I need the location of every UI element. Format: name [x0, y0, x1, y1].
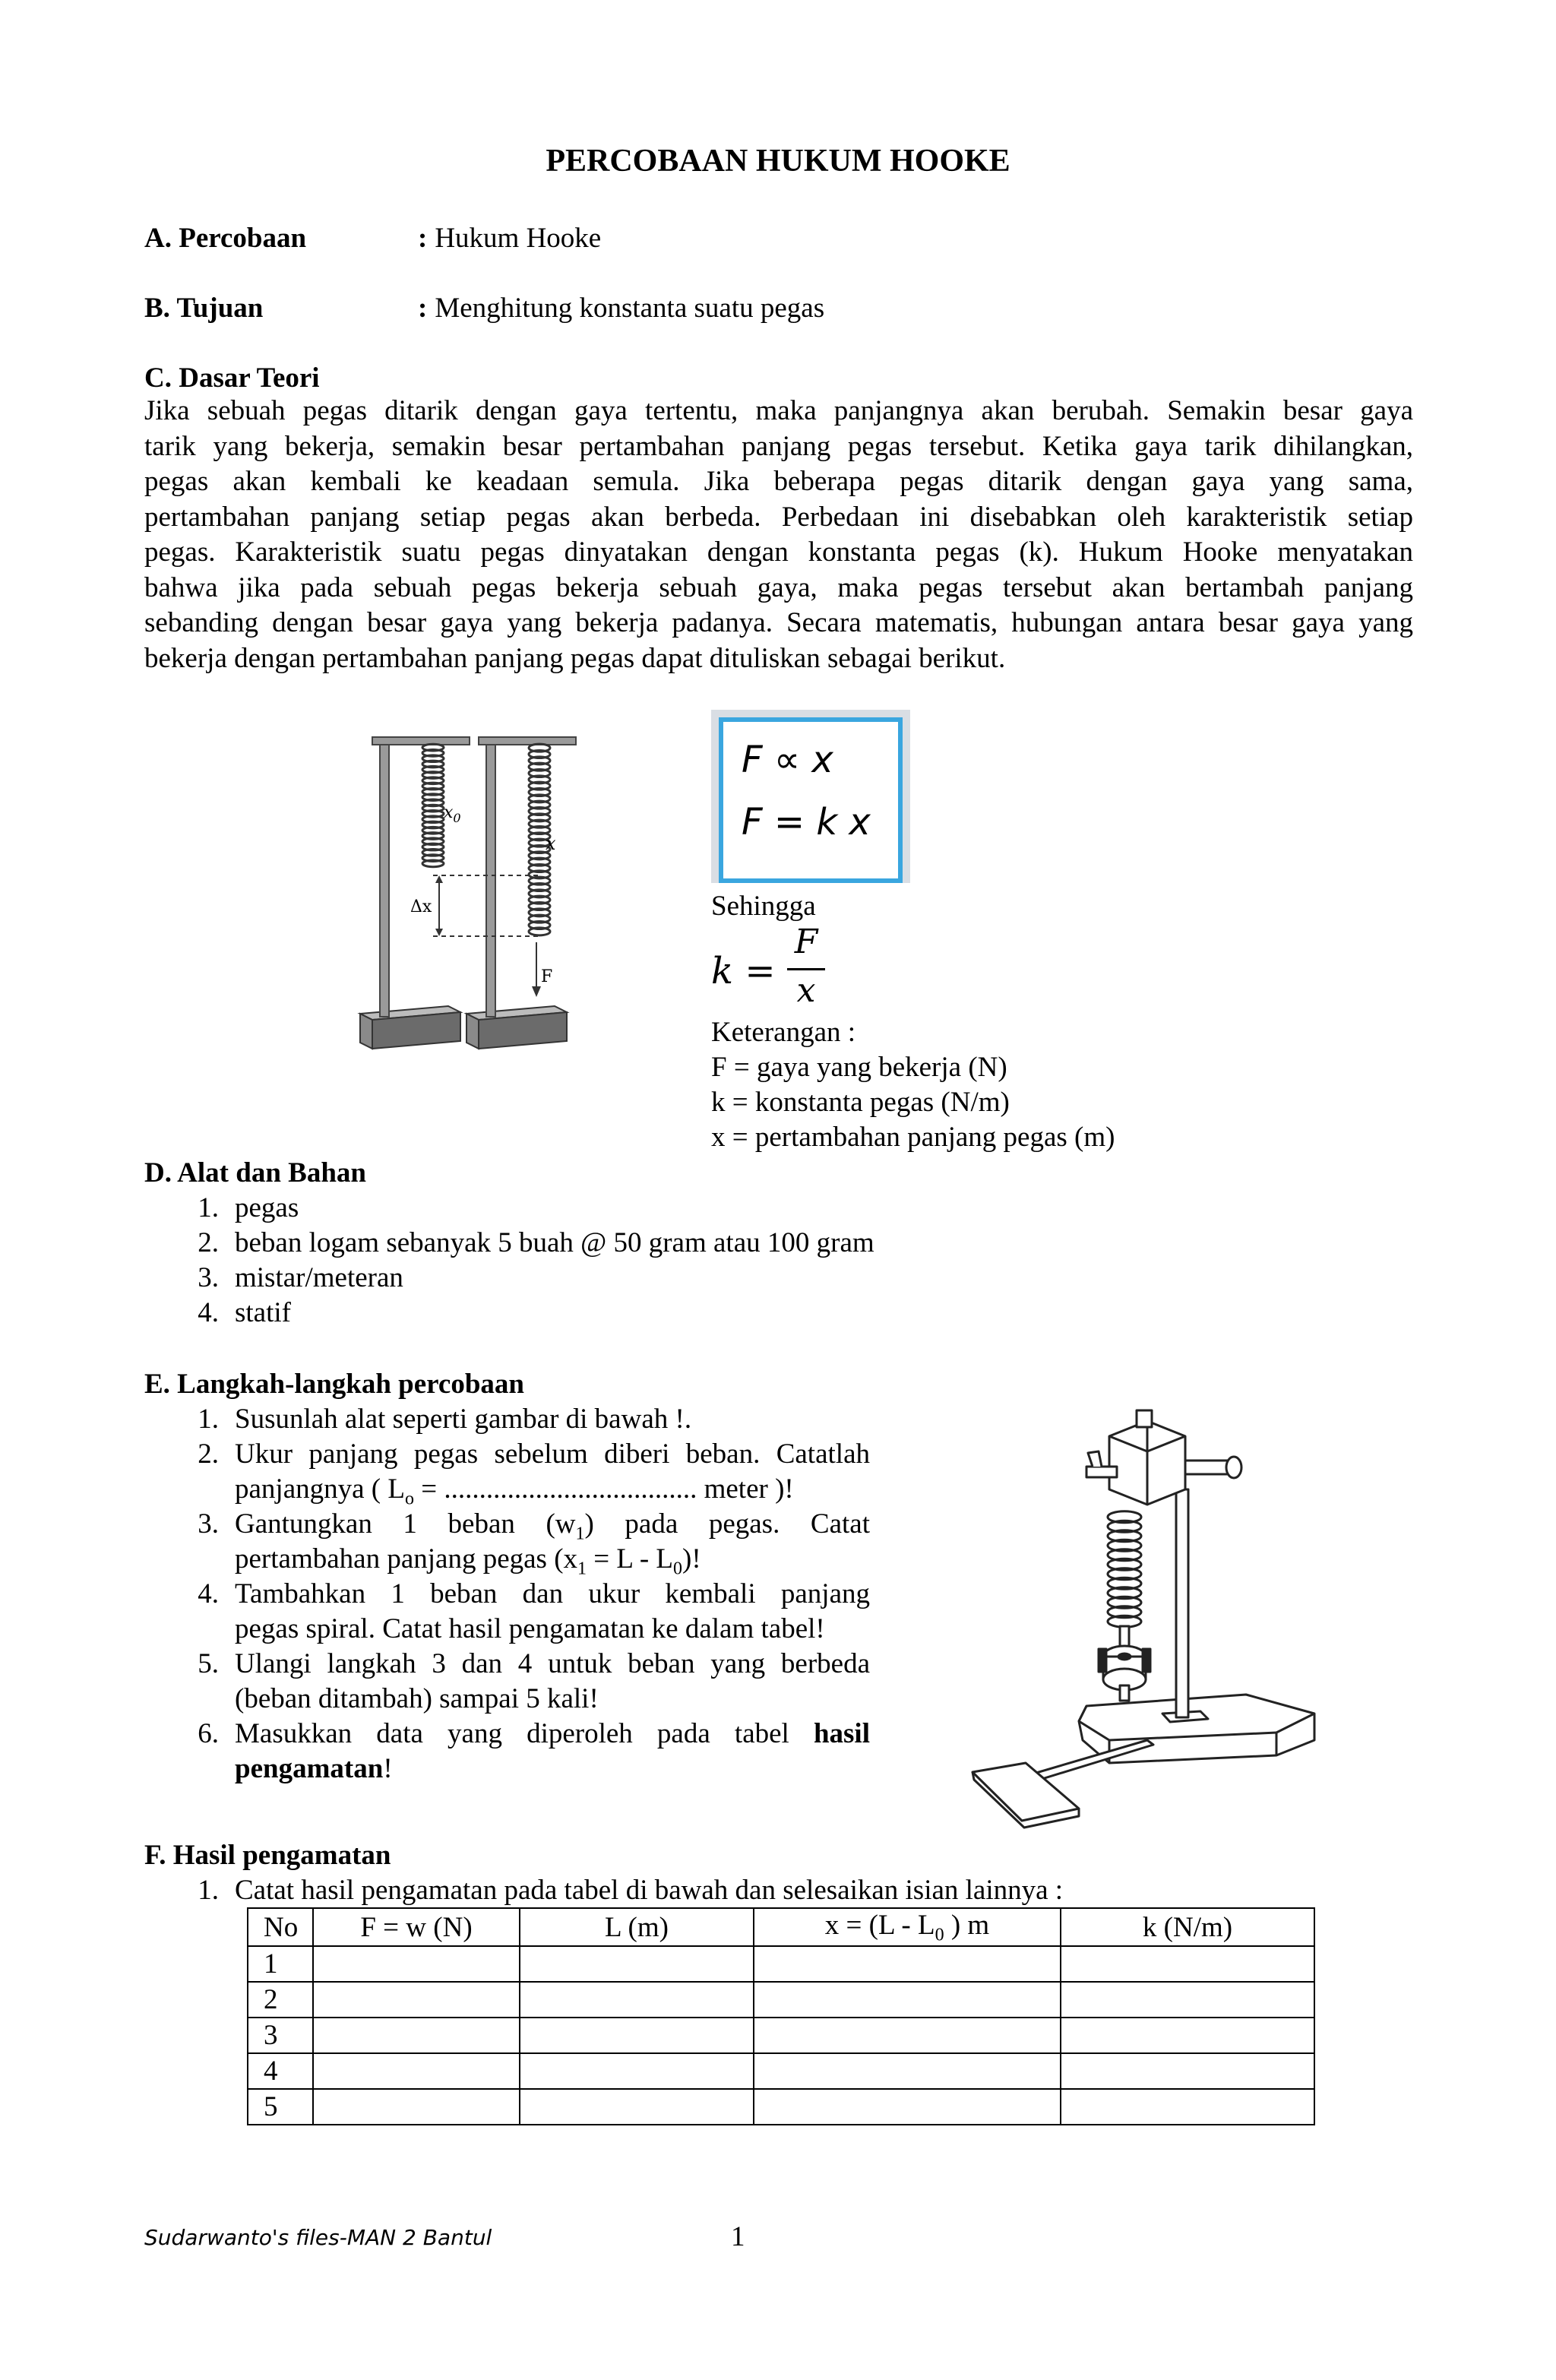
table-cell[interactable]: [520, 1946, 754, 1982]
page-number: 1: [731, 2221, 745, 2252]
step-number: 1.: [198, 1404, 219, 1435]
keterangan-label: Keterangan :: [711, 1017, 856, 1048]
row-number: 5: [248, 2089, 313, 2125]
step-text: pengamatan!: [235, 1753, 393, 1784]
table-header-row: [248, 1908, 1314, 1946]
header-force: F = w (N): [313, 1908, 520, 1946]
table-cell[interactable]: [520, 2053, 754, 2089]
table-cell[interactable]: [1061, 2089, 1314, 2125]
list-number: 1.: [198, 1875, 219, 1906]
step-line: [235, 1508, 870, 1544]
section-b-label: B. Tujuan: [144, 293, 264, 324]
k-lhs: k =: [711, 950, 776, 992]
observation-table: [247, 1907, 1315, 2125]
label-f: F: [541, 967, 553, 986]
step-text: Masukkan data yang diperoleh pada tabel hasil: [235, 1718, 870, 1749]
list-item: beban logam sebanyak 5 buah @ 50 gram atau 100 gram: [235, 1227, 874, 1258]
note-x: x = pertambahan panjang pegas (m): [711, 1122, 1115, 1153]
results-instruction: [190, 1874, 1254, 1909]
table-cell[interactable]: [754, 1982, 1061, 2018]
table-row: [248, 2053, 1314, 2089]
step-line: [235, 1473, 794, 1509]
spring-coil: [422, 860, 444, 867]
step-number: 4.: [198, 1578, 219, 1609]
table-cell[interactable]: [1061, 1946, 1314, 1982]
list-item: Catat hasil pengamatan pada tabel di bawah dan selesaikan isian lainnya :: [235, 1875, 1064, 1906]
row-number: 4: [248, 2053, 313, 2089]
table-cell[interactable]: [313, 1946, 520, 1982]
k-formula: [711, 923, 863, 1020]
list-number: 2.: [198, 1227, 219, 1258]
list-item: pegas: [235, 1192, 299, 1223]
step-line: Ukur panjang pegas sebelum diberi beban. Catatlah: [235, 1438, 870, 1470]
table-cell[interactable]: [754, 2018, 1061, 2053]
list-number: 4.: [198, 1297, 219, 1328]
table-cell[interactable]: [313, 2018, 520, 2053]
table-cell[interactable]: [754, 2053, 1061, 2089]
header-extension: $x = (L - L_0$ ) m: [754, 1908, 1061, 1946]
section-e-heading: E. Langkah-langkah percobaan: [144, 1369, 525, 1400]
note-k: k = konstanta pegas (N/m): [711, 1087, 1010, 1118]
formula-proportional: F ∝ x: [742, 739, 833, 781]
table-row: [248, 1982, 1314, 2018]
table-cell[interactable]: [313, 2089, 520, 2125]
step-line: Susunlah alat seperti gambar di bawah !.: [235, 1404, 692, 1435]
theory-line: pertambahan panjang setiap pegas akan berbeda. Perbedaan ini disebabkan oleh karakteristik setiap: [144, 501, 1413, 533]
list-item: mistar/meteran: [235, 1262, 403, 1293]
step-number: 3.: [198, 1508, 219, 1540]
list-item: statif: [235, 1297, 291, 1328]
theory-line: tarik yang bekerja, semakin besar pertambahan panjang pegas tersebut. Ketika gaya tarik dihilangkan,: [144, 430, 1413, 462]
step-text: panjangnya ( $L_o$ = .................................... meter )!: [235, 1473, 794, 1509]
table-cell[interactable]: [1061, 1982, 1314, 2018]
table-cell[interactable]: [754, 1946, 1061, 1982]
step-line: [235, 1543, 701, 1579]
table-cell[interactable]: [520, 2089, 754, 2125]
row-number: 2: [248, 1982, 313, 2018]
theory-line: bahwa jika pada sebuah pegas bekerja sebuah gaya, maka pegas tersebut akan bertambah panjang: [144, 571, 1413, 603]
table-cell[interactable]: [520, 1982, 754, 2018]
fraction-bar: [787, 968, 825, 970]
step-line: pegas spiral. Catat hasil pengamatan ke dalam tabel!: [235, 1613, 825, 1644]
formula-box: [711, 710, 910, 883]
stand-apparatus-illustration: [957, 1406, 1383, 1831]
header-constant: k (N/m): [1061, 1908, 1314, 1946]
theory-line: sebanding dengan besar gaya yang bekerja padanya. Secara matematis, hubungan antara besar gaya yang: [144, 607, 1413, 638]
steps-list: [190, 1403, 889, 1798]
table-cell[interactable]: [1061, 2018, 1314, 2053]
k-denominator: x: [796, 971, 816, 1010]
footer-credit: Sudarwanto's files-MAN 2 Bantul: [144, 2225, 492, 2250]
table-row: [248, 1946, 1314, 1982]
formula-inner: [719, 717, 903, 883]
row-number: 3: [248, 2018, 313, 2053]
step-line: [235, 1717, 870, 1750]
section-a-label: A. Percobaan: [144, 223, 307, 254]
theory-line: pegas akan kembali ke keadaan semula. Jika beberapa pegas ditarik dengan gaya yang sama,: [144, 466, 1413, 497]
step-number: 2.: [198, 1438, 219, 1470]
step-line: Ulangi langkah 3 dan 4 untuk beban yang berbeda: [235, 1648, 870, 1679]
page-title: PERCOBAAN HUKUM HOOKE: [546, 144, 1010, 179]
table-cell[interactable]: [1061, 2053, 1314, 2089]
table-cell[interactable]: [520, 2018, 754, 2053]
note-f: F = gaya yang bekerja (N): [711, 1052, 1007, 1083]
section-a-text: Hukum Hooke: [435, 223, 602, 254]
table-cell[interactable]: [313, 2053, 520, 2089]
header-no: No: [248, 1908, 313, 1946]
step-line: [235, 1752, 393, 1785]
step-text: pertambahan panjang pegas $(x_1 = L - L_0)$!: [235, 1543, 701, 1579]
section-f-heading: F. Hasil pengamatan: [144, 1840, 391, 1871]
section-a-value: : Hukum Hooke: [418, 223, 602, 254]
step-text: Gantungkan 1 beban $(w_1)$ pada pegas. Catat: [235, 1508, 871, 1544]
table-cell[interactable]: [754, 2089, 1061, 2125]
row-number: 1: [248, 1946, 313, 1982]
section-d-heading: D. Alat dan Bahan: [144, 1157, 366, 1188]
theory-line: Jika sebuah pegas ditarik dengan gaya tertentu, maka panjangnya akan berubah. Semakin besar gaya: [144, 395, 1413, 426]
list-number: 1.: [198, 1192, 219, 1223]
section-b-text: Menghitung konstanta suatu pegas: [435, 293, 825, 324]
section-c-heading: C. Dasar Teori: [144, 362, 320, 394]
label-dx: Δx: [410, 897, 432, 916]
label-x: x: [546, 833, 556, 854]
table-row: [248, 2089, 1314, 2125]
theory-paragraph: [144, 394, 1413, 676]
step-number: 5.: [198, 1648, 219, 1679]
theory-line: bekerja dengan pertambahan panjang pegas dapat dituliskan sebagai berikut.: [144, 642, 1006, 674]
header-length: L (m): [520, 1908, 754, 1946]
table-row: [248, 2018, 1314, 2053]
label-x0: $x_0$: [444, 803, 461, 825]
list-number: 3.: [198, 1262, 219, 1293]
spring-extension-diagram: [349, 714, 745, 1056]
k-numerator: F: [794, 923, 818, 961]
step-line: (beban ditambah) sampai 5 kali!: [235, 1683, 599, 1714]
step-number: 6.: [198, 1718, 219, 1749]
section-b-value: : Menghitung konstanta suatu pegas: [418, 293, 825, 324]
step-line: Tambahkan 1 beban dan ukur kembali panjang: [235, 1578, 870, 1609]
theory-line: pegas. Karakteristik suatu pegas dinyatakan dengan konstanta pegas (k). Hukum Hooke menyatakan: [144, 536, 1413, 568]
materials-list: [190, 1192, 1102, 1336]
sehingga-text: Sehingga: [711, 891, 816, 922]
table-cell[interactable]: [313, 1982, 520, 2018]
formula-linear: F = k x: [742, 801, 871, 843]
